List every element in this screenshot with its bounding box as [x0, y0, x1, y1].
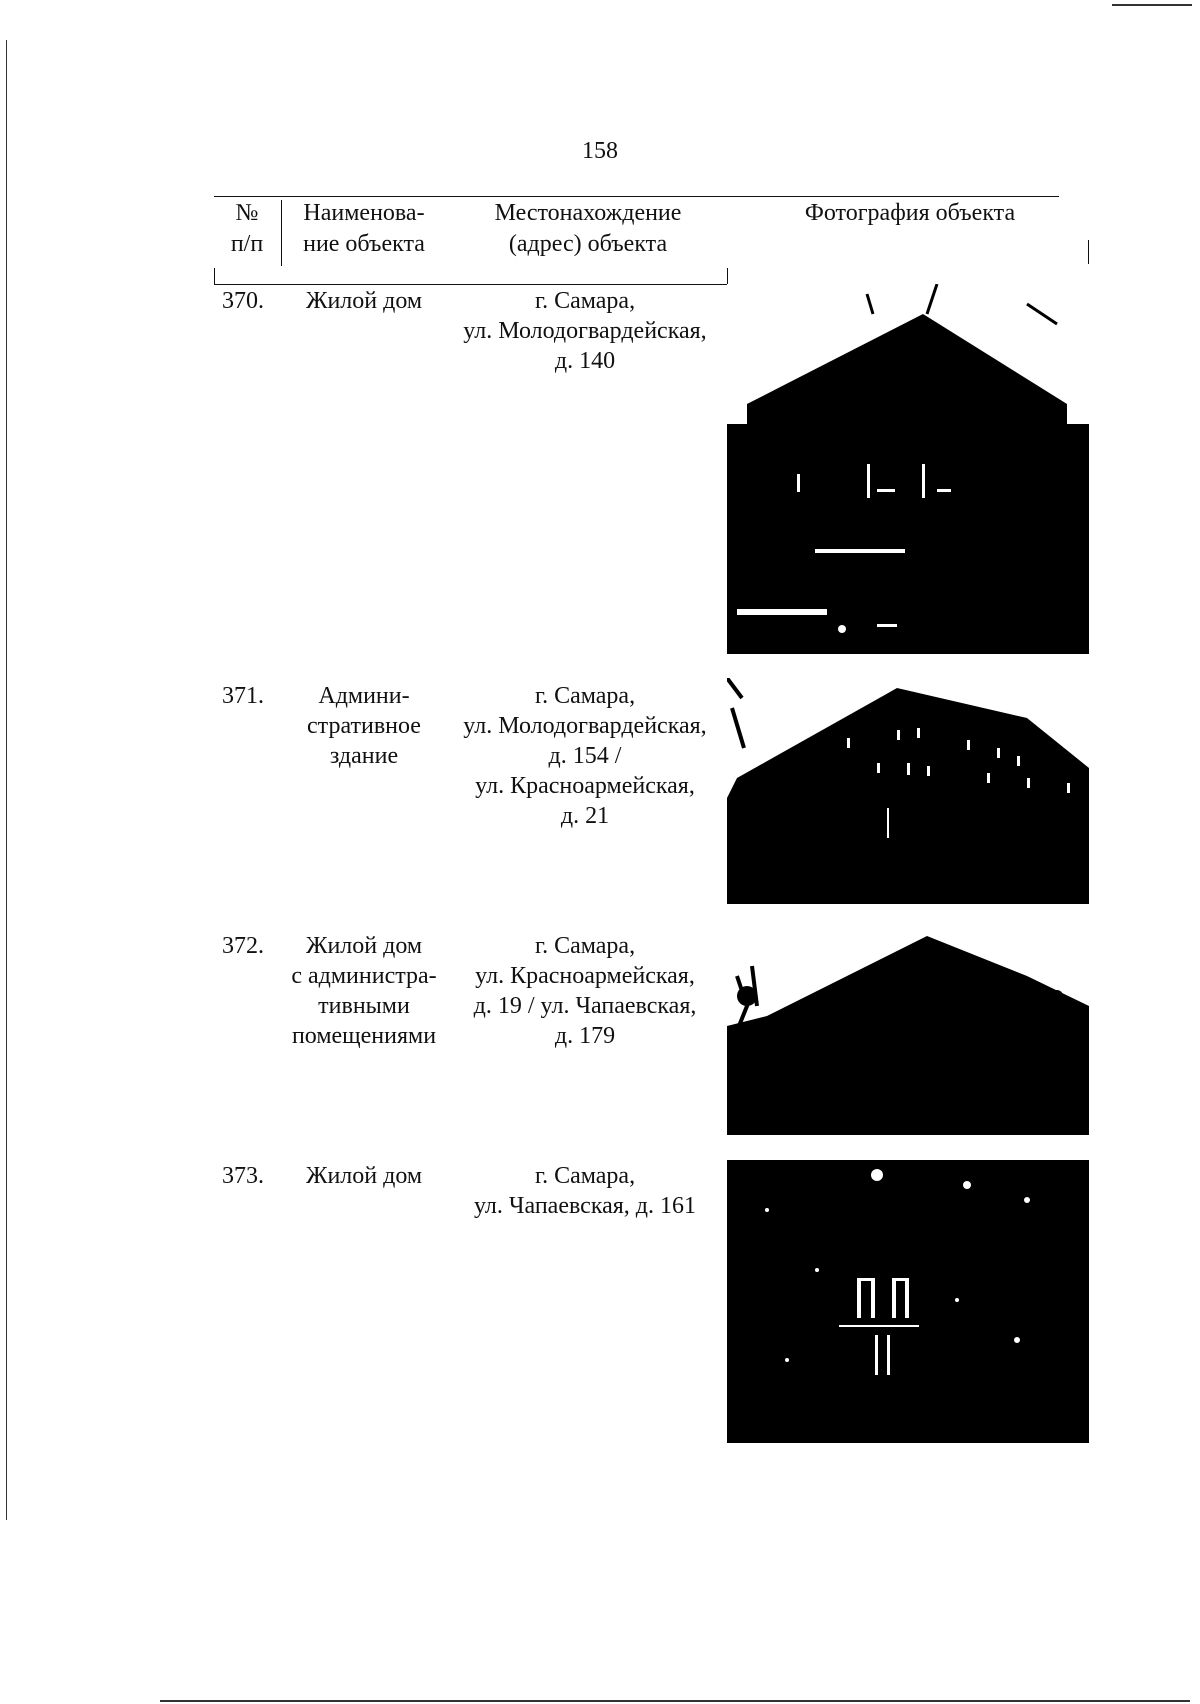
header-divider-1 [281, 200, 282, 266]
row-371-name-line-3: здание [329, 743, 399, 769]
row-372-name-line-2: с администра- [291, 963, 437, 989]
row-371-address [440, 681, 730, 831]
row-370-address-line-3: д. 140 [554, 348, 616, 374]
row-370-name [284, 286, 444, 316]
row-373-address [440, 1161, 730, 1221]
header-address-line-1: Местонахождение [494, 200, 682, 226]
page-number: 158 [582, 138, 618, 164]
scan-left-margin-line [6, 40, 7, 1520]
row-373-address-line-1: г. Самара, [534, 1163, 636, 1189]
header-name-line-2: ние объекта [303, 231, 425, 257]
row-372-num: 372. [222, 933, 264, 959]
row-373-name [284, 1161, 444, 1191]
row-370-address-line-2: ул. Молодогвардейская, [463, 318, 707, 344]
scan-bottom-line [160, 1700, 1190, 1702]
row-373-name-line-1: Жилой дом [305, 1163, 423, 1189]
row-372-address-line-4: д. 179 [554, 1023, 616, 1049]
header-name [284, 198, 444, 260]
table-top-rule [214, 196, 1059, 197]
row-373-num: 373. [222, 1163, 264, 1189]
header-divider-right [727, 268, 728, 284]
row-372-address [440, 931, 730, 1051]
header-photo-line-1: Фотография объекта [804, 200, 1016, 226]
row-372-name [274, 931, 454, 1051]
row-370-num: 370. [222, 288, 264, 314]
header-divider-left [214, 268, 215, 284]
header-address [448, 198, 728, 260]
row-372-name-line-1: Жилой дом [305, 933, 423, 959]
row-371-address-line-4: ул. Красноармейская, [475, 773, 695, 799]
row-370-address-line-1: г. Самара, [534, 288, 636, 314]
header-num-line-2: п/п [230, 231, 264, 257]
row-370-address [440, 286, 730, 376]
row-371-name-line-1: Админи- [318, 683, 410, 709]
row-372-address-line-3: д. 19 / ул. Чапаевская, [473, 993, 697, 1019]
row-371-address-line-3: д. 154 / [548, 743, 622, 769]
row-372-address-line-2: ул. Красноармейская, [475, 963, 695, 989]
row-371-building-photo [727, 678, 1089, 904]
table-header-bottom-rule [214, 284, 728, 285]
row-373-address-line-2: ул. Чапаевская, д. 161 [473, 1193, 697, 1219]
row-372-building-photo [727, 936, 1089, 1135]
header-name-line-1: Наименова- [303, 200, 425, 226]
row-372-address-line-1: г. Самара, [534, 933, 636, 959]
row-372-name-line-4: помещениями [291, 1023, 437, 1049]
row-371-address-line-2: ул. Молодогвардейская, [463, 713, 707, 739]
header-address-line-2: (адрес) объекта [508, 231, 668, 257]
row-371-address-line-1: г. Самара, [534, 683, 636, 709]
row-371-address-line-5: д. 21 [560, 803, 610, 829]
row-372-name-line-3: тивными [318, 993, 410, 1019]
header-num [214, 198, 280, 260]
row-371-name [284, 681, 444, 771]
row-370-name-line-1: Жилой дом [305, 288, 423, 314]
scan-top-right-mark [1112, 4, 1192, 6]
row-373-building-photo [727, 1160, 1089, 1443]
row-371-name-line-2: стративное [307, 713, 421, 739]
header-photo [760, 198, 1060, 229]
header-divider-far-right [1088, 240, 1089, 264]
row-371-num: 371. [222, 683, 264, 709]
header-num-line-1: № [235, 200, 259, 226]
row-370-building-photo [727, 284, 1089, 654]
